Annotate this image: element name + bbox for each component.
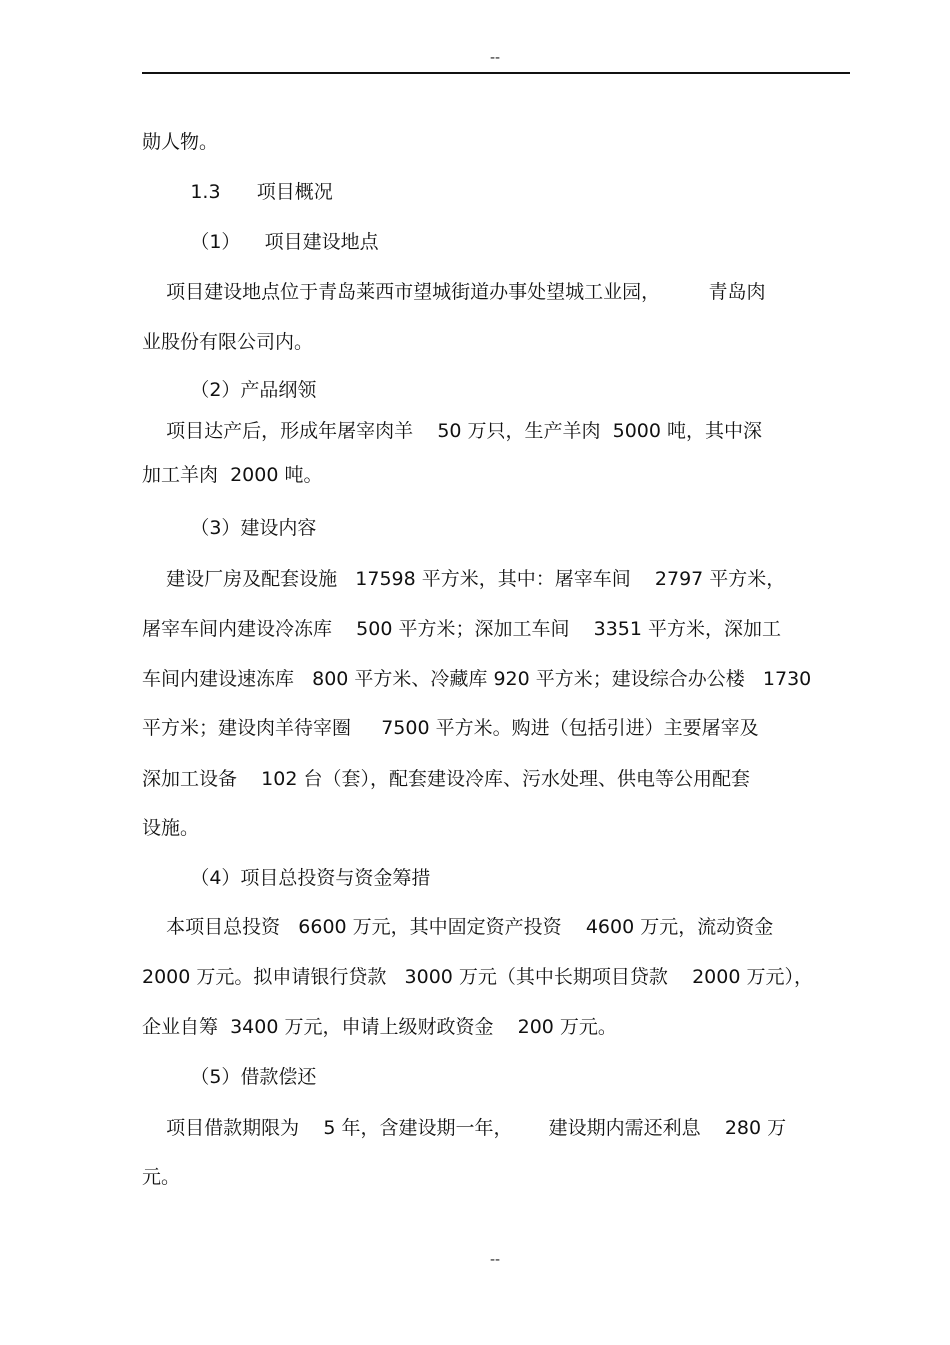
text-line: 屠宰车间内建设冷冻库 500 平方米；深加工车间 3351 平方米，深加工 <box>142 618 782 640</box>
text-line: 平方米；建设肉羊待宰圈 7500 平方米。购进（包括引进）主要屠宰及 <box>142 717 759 739</box>
text-line: 勋人物。 <box>142 131 219 153</box>
text-line: 项目达产后，形成年屠宰肉羊 50 万只，生产羊肉 5000 吨，其中深 <box>142 420 763 442</box>
text-line: 建设厂房及配套设施 17598 平方米，其中：屠宰车间 2797 平方米， <box>142 568 786 590</box>
text-line: 企业自筹 3400 万元，申请上级财政资金 200 万元。 <box>142 1016 617 1038</box>
text-line: 加工羊肉 2000 吨。 <box>142 464 323 486</box>
text-line: 项目借款期限为 5 年，含建设期一年， 建设期内需还利息 280 万 <box>142 1117 787 1139</box>
text-line: 项目建设地点位于青岛莱西市望城街道办事处望城工业园， 青岛肉 <box>142 281 766 303</box>
subsection-heading: （2）产品纲领 <box>142 379 317 401</box>
subsection-heading: （4）项目总投资与资金筹措 <box>142 867 431 889</box>
text-line: 2000 万元。拟申请银行贷款 3000 万元（其中长期项目贷款 2000 万元）， <box>142 966 813 988</box>
subsection-heading: （5）借款偿还 <box>142 1066 317 1088</box>
subsection-heading: （3）建设内容 <box>142 517 317 539</box>
page-footer-mark: -- <box>489 1252 501 1268</box>
text-line: 深加工设备 102 台（套），配套建设冷库、污水处理、供电等公用配套 <box>142 768 750 790</box>
page-header-mark: -- <box>489 50 501 66</box>
text-line: 车间内建设速冻库 800 平方米、冷藏库 920 平方米；建设综合办公楼 1730 <box>142 668 812 690</box>
header-rule <box>142 72 850 74</box>
text-line: 元。 <box>142 1166 181 1188</box>
text-line: 本项目总投资 6600 万元，其中固定资产投资 4600 万元，流动资金 <box>142 916 774 938</box>
subsection-heading: （1） 项目建设地点 <box>142 231 379 253</box>
text-line: 设施。 <box>142 817 200 839</box>
text-line: 业股份有限公司内。 <box>142 331 314 353</box>
section-heading: 1.3 项目概况 <box>142 181 333 203</box>
